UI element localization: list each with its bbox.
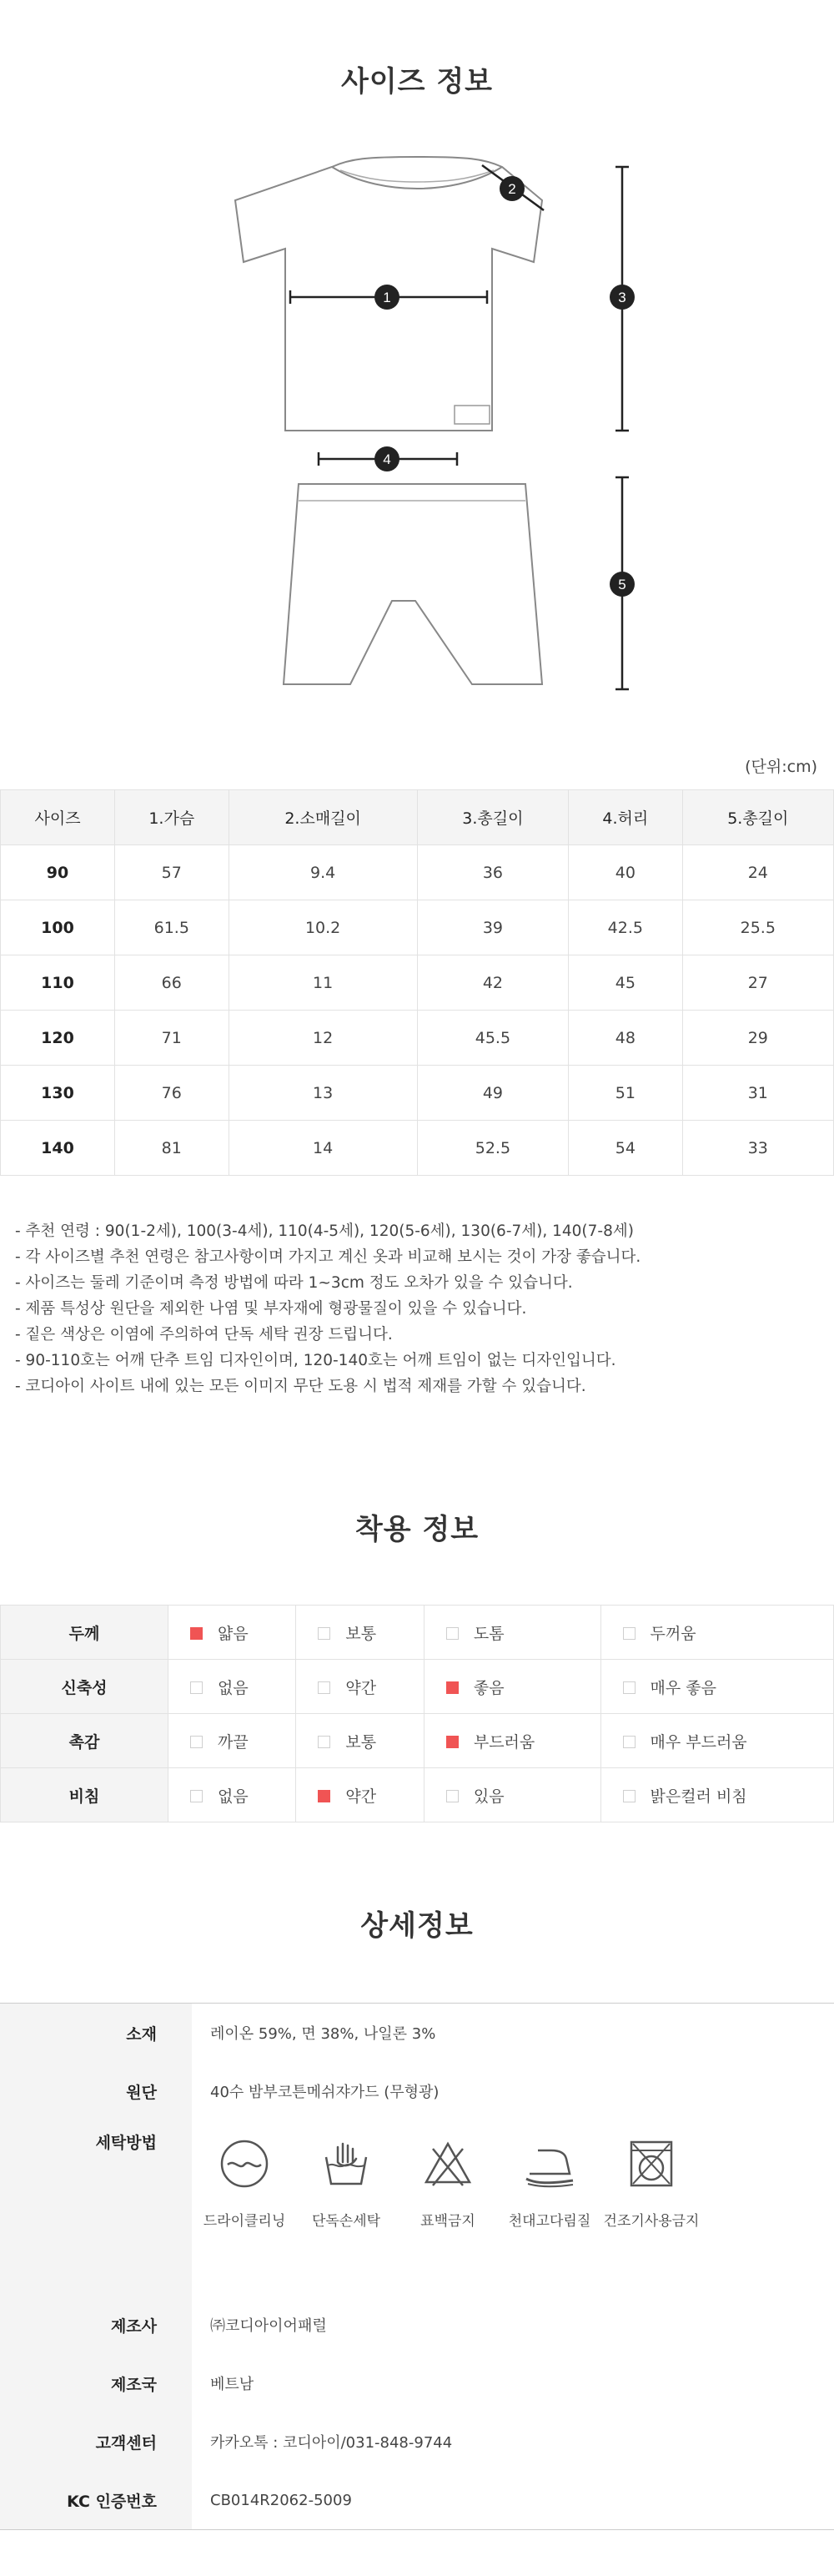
fit-option	[168, 1768, 296, 1822]
detail-label: KC 인증번호	[0, 2471, 192, 2529]
value-cell: 45.5	[417, 1011, 568, 1066]
size-cell: 130	[1, 1066, 115, 1121]
wash-label: 단독손세탁	[311, 2213, 381, 2230]
wash-item	[295, 2137, 397, 2230]
checkbox	[623, 1627, 636, 1640]
value-cell: 14	[229, 1121, 417, 1176]
fit-row-label: 두께	[1, 1606, 168, 1660]
note-item: - 코디아이 사이트 내에 있는 모든 이미지 무단 도용 시 법적 제재를 가할 수 있습니다.	[15, 1378, 586, 1395]
table-row	[1, 900, 834, 955]
fit-option-label: 좋음	[473, 1678, 505, 1697]
checkbox	[318, 1681, 330, 1694]
fit-option-label: 부드러움	[473, 1732, 535, 1752]
marker-4: 4	[383, 451, 391, 467]
no-bleach-icon	[421, 2137, 475, 2190]
detail-row-kc	[0, 2471, 834, 2529]
unit-label: (단위:cm)	[745, 758, 817, 776]
fit-option-label: 도톰	[473, 1624, 505, 1643]
header-cell: 5.총길이	[682, 790, 833, 845]
fit-option	[600, 1606, 834, 1660]
marker-2: 2	[508, 181, 516, 197]
checkbox	[623, 1790, 636, 1802]
fit-row-label: 비침	[1, 1768, 168, 1822]
value-cell: 24	[682, 845, 833, 900]
value-cell: 42.5	[569, 900, 682, 955]
value-cell: 39	[417, 900, 568, 955]
shorts-outline	[284, 484, 542, 684]
fit-info-title: 착용 정보	[354, 1513, 480, 1546]
fit-option-label: 없음	[218, 1787, 249, 1806]
size-info-title: 사이즈 정보	[340, 65, 494, 98]
detail-label: 제조국	[0, 2354, 192, 2412]
fit-option	[424, 1714, 600, 1768]
value-cell: 13	[229, 1066, 417, 1121]
detail-row-customer-center	[0, 2412, 834, 2471]
checkbox	[623, 1736, 636, 1748]
value-cell: 54	[569, 1121, 682, 1176]
header-cell: 사이즈	[1, 790, 115, 845]
detail-value: 카카오톡 : 코디아이/031-848-9744	[210, 2434, 453, 2452]
size-notes	[15, 1218, 824, 1399]
value-cell: 76	[115, 1066, 229, 1121]
marker-3: 3	[618, 290, 626, 305]
checkbox	[190, 1790, 203, 1802]
checkbox	[318, 1736, 330, 1748]
fit-option-label: 매우 좋음	[650, 1678, 716, 1697]
note-item: - 짙은 색상은 이염에 주의하여 단독 세탁 권장 드립니다.	[15, 1326, 393, 1343]
table-row	[1, 1121, 834, 1176]
fit-option-label: 약간	[345, 1787, 377, 1806]
fit-option-label: 밝은컬러 비침	[650, 1787, 747, 1806]
header-cell: 1.가슴	[115, 790, 229, 845]
detail-info-title: 상세정보	[360, 1909, 474, 1943]
detail-label: 고객센터	[0, 2412, 192, 2471]
value-cell: 33	[682, 1121, 833, 1176]
fit-option	[600, 1714, 834, 1768]
fit-option	[168, 1606, 296, 1660]
value-cell: 52.5	[417, 1121, 568, 1176]
value-cell: 57	[115, 845, 229, 900]
wash-label: 표백금지	[420, 2213, 475, 2230]
checkbox	[446, 1627, 459, 1640]
size-cell: 120	[1, 1011, 115, 1066]
header-cell: 3.총길이	[417, 790, 568, 845]
checkbox-checked	[446, 1681, 459, 1694]
value-cell: 9.4	[229, 845, 417, 900]
size-cell: 110	[1, 955, 115, 1011]
value-cell: 12	[229, 1011, 417, 1066]
fit-option-label: 약간	[345, 1678, 377, 1697]
iron-with-cloth-icon	[523, 2137, 576, 2190]
wash-item	[600, 2137, 702, 2230]
hand-wash-icon	[319, 2137, 373, 2190]
checkbox	[190, 1736, 203, 1748]
header-cell: 2.소매길이	[229, 790, 417, 845]
detail-label: 소재	[0, 2004, 192, 2062]
wash-label: 천대고다림질	[508, 2213, 591, 2230]
no-tumble-dry-icon	[625, 2137, 678, 2190]
value-cell: 29	[682, 1011, 833, 1066]
note-item: - 각 사이즈별 추천 연령은 참고사항이며 가지고 계신 옷과 비교해 보시는 것이 가장 좋습니다.	[15, 1248, 641, 1266]
checkbox-checked	[446, 1736, 459, 1748]
detail-row-fabric	[0, 2062, 834, 2120]
note-item: - 제품 특성상 원단을 제외한 나염 및 부자재에 형광물질이 있을 수 있습니다.	[15, 1300, 527, 1318]
fit-option	[168, 1660, 296, 1714]
value-cell: 25.5	[682, 900, 833, 955]
value-cell: 27	[682, 955, 833, 1011]
fit-option	[600, 1768, 834, 1822]
fit-row-touch	[1, 1714, 834, 1768]
fit-table	[0, 1605, 834, 1822]
value-cell: 66	[115, 955, 229, 1011]
detail-row-material	[0, 2004, 834, 2062]
value-cell: 49	[417, 1066, 568, 1121]
dry-cleaning-icon	[218, 2137, 271, 2190]
fit-option	[600, 1660, 834, 1714]
value-cell: 48	[569, 1011, 682, 1066]
detail-info-table	[0, 2003, 834, 2530]
fit-option	[424, 1660, 600, 1714]
table-row	[1, 845, 834, 900]
value-cell: 81	[115, 1121, 229, 1176]
fit-row-thickness	[1, 1606, 834, 1660]
marker-1: 1	[383, 290, 391, 305]
value-cell: 11	[229, 955, 417, 1011]
table-row	[1, 955, 834, 1011]
detail-row-maker	[0, 2296, 834, 2354]
wash-label: 건조기사용금지	[603, 2213, 700, 2230]
value-cell: 71	[115, 1011, 229, 1066]
checkbox	[623, 1681, 636, 1694]
fit-option-label: 얇음	[218, 1624, 249, 1643]
detail-label: 제조사	[0, 2296, 192, 2354]
detail-value: CB014R2062-5009	[210, 2491, 352, 2509]
detail-value: 40수 밤부코튼메쉬쟈가드 (무형광)	[210, 2084, 440, 2101]
fit-option-label: 없음	[218, 1678, 249, 1697]
table-row	[1, 1011, 834, 1066]
fit-option-label: 보통	[345, 1624, 377, 1643]
detail-value: 베트남	[210, 2376, 254, 2393]
fit-option	[296, 1714, 424, 1768]
fit-row-label: 신축성	[1, 1660, 168, 1714]
wash-item	[193, 2137, 295, 2230]
detail-value: 레이온 59%, 면 38%, 나일론 3%	[210, 2025, 436, 2043]
fit-option	[296, 1606, 424, 1660]
size-table	[0, 789, 834, 1176]
checkbox	[318, 1627, 330, 1640]
fit-row-stretch	[1, 1660, 834, 1714]
fit-row-sheerness	[1, 1768, 834, 1822]
size-cell: 140	[1, 1121, 115, 1176]
detail-label: 세탁방법	[0, 2120, 192, 2296]
detail-label: 원단	[0, 2062, 192, 2120]
fit-option-label: 매우 부드러움	[650, 1732, 747, 1752]
garment-size-diagram	[0, 134, 834, 718]
size-cell: 90	[1, 845, 115, 900]
fit-option	[424, 1768, 600, 1822]
value-cell: 40	[569, 845, 682, 900]
value-cell: 61.5	[115, 900, 229, 955]
fit-option	[424, 1606, 600, 1660]
fit-option	[296, 1660, 424, 1714]
wash-label: 드라이클리닝	[203, 2213, 286, 2230]
detail-row-washing	[0, 2120, 834, 2296]
detail-value: ㈜코디아이어패럴	[210, 2317, 327, 2335]
value-cell: 51	[569, 1066, 682, 1121]
size-table-header	[1, 790, 834, 845]
value-cell: 31	[682, 1066, 833, 1121]
note-item: - 추천 연령 : 90(1-2세), 100(3-4세), 110(4-5세), 120(5-6세), 130(6-7세), 140(7-8세)	[15, 1222, 634, 1240]
wash-instructions	[192, 2137, 702, 2230]
checkbox	[190, 1681, 203, 1694]
fit-option-label: 보통	[345, 1732, 377, 1752]
checkbox	[446, 1790, 459, 1802]
fit-option-label: 두꺼움	[650, 1624, 696, 1643]
value-cell: 10.2	[229, 900, 417, 955]
value-cell: 36	[417, 845, 568, 900]
checkbox-checked	[318, 1790, 330, 1802]
value-cell: 45	[569, 955, 682, 1011]
fit-option-label: 있음	[473, 1787, 505, 1806]
fit-option-label: 까끌	[218, 1732, 249, 1752]
note-item: - 90-110호는 어깨 단추 트임 디자인이며, 120-140호는 어깨 트임이 없는 디자인입니다.	[15, 1352, 616, 1369]
fit-option	[168, 1714, 296, 1768]
checkbox-checked	[190, 1627, 203, 1640]
wash-item	[499, 2137, 600, 2230]
fit-option	[296, 1768, 424, 1822]
wash-item	[397, 2137, 499, 2230]
table-row	[1, 1066, 834, 1121]
value-cell: 42	[417, 955, 568, 1011]
note-item: - 사이즈는 둘레 기준이며 측정 방법에 따라 1~3cm 정도 오차가 있을 수 있습니다.	[15, 1274, 573, 1292]
detail-row-country	[0, 2354, 834, 2412]
marker-5: 5	[618, 577, 626, 592]
fit-row-label: 촉감	[1, 1714, 168, 1768]
size-cell: 100	[1, 900, 115, 955]
header-cell: 4.허리	[569, 790, 682, 845]
